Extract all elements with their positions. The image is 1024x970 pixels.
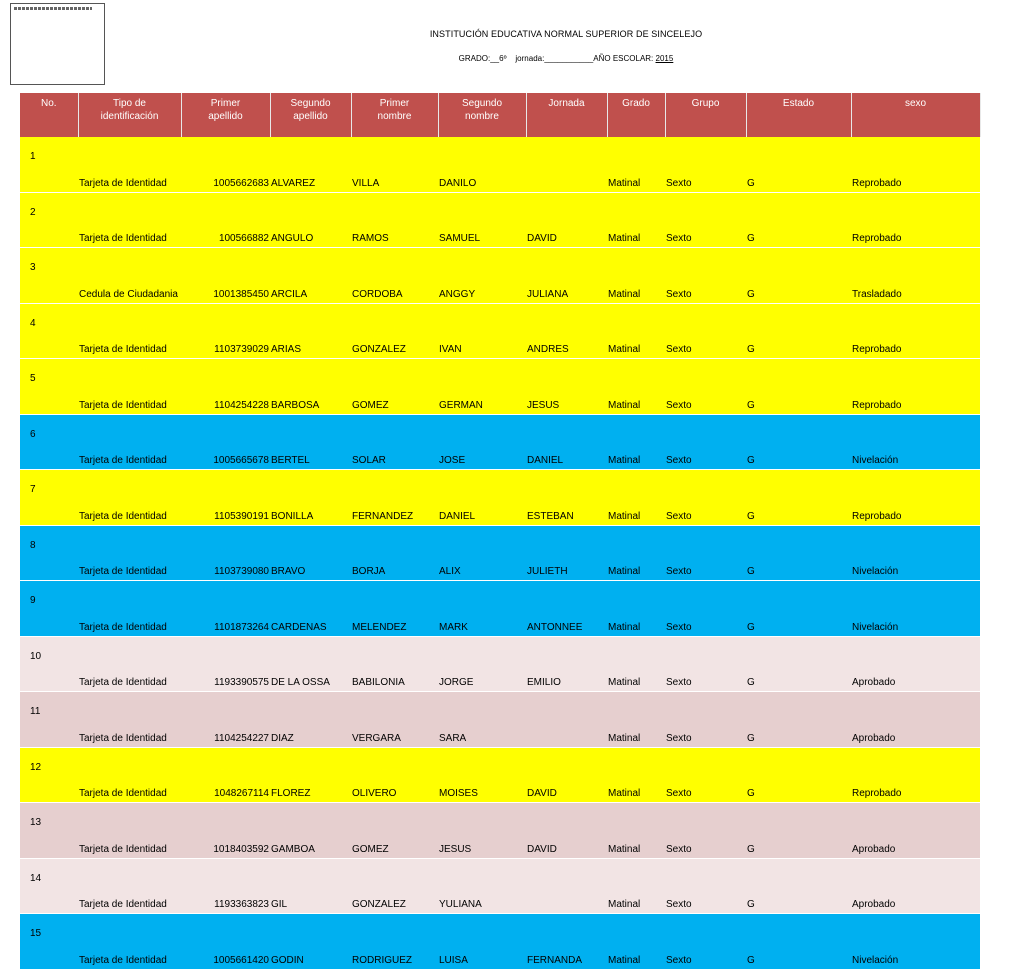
cell-primer-nombre: YULIANA [438,858,526,914]
table-row [20,581,980,637]
cell-primer-apellido: GODIN [270,914,351,970]
cell-documento: 1104254227 [181,692,270,748]
cell-jornada: Matinal [607,248,665,304]
cell-primer-apellido: BARBOSA [270,359,351,415]
cell-segundo-apellido: GOMEZ [351,803,438,859]
cell-jornada: Matinal [607,470,665,526]
cell-grado: Sexto [665,692,746,748]
col-header-primer-apellido: Primer apellido [181,93,270,137]
cell-grupo: G [746,803,851,859]
cell-documento: 1101873264 [181,581,270,637]
cell-segundo-apellido: CORDOBA [351,248,438,304]
cell-no: 11 [20,692,78,748]
cell-segundo-apellido: OLIVERO [351,747,438,803]
cell-segundo-nombre [526,137,607,192]
cell-documento: 1048267114 [181,747,270,803]
document-subtitle [360,54,772,63]
cell-estado: Aprobado [851,692,980,748]
table-row [20,303,980,359]
cell-no: 8 [20,525,78,581]
cell-tipo: Tarjeta de Identidad [78,303,181,359]
students-table [20,93,981,970]
cell-segundo-apellido: SOLAR [351,414,438,470]
cell-grupo: G [746,525,851,581]
cell-tipo: Tarjeta de Identidad [78,581,181,637]
cell-jornada: Matinal [607,303,665,359]
cell-no: 6 [20,414,78,470]
cell-tipo: Tarjeta de Identidad [78,525,181,581]
cell-grado: Sexto [665,137,746,192]
cell-estado: Reprobado [851,470,980,526]
cell-segundo-nombre: DAVID [526,803,607,859]
cell-segundo-apellido: BORJA [351,525,438,581]
cell-grado: Sexto [665,470,746,526]
cell-no: 9 [20,581,78,637]
cell-jornada: Matinal [607,692,665,748]
cell-estado: Aprobado [851,858,980,914]
cell-documento: 1005665678 [181,414,270,470]
table-row [20,248,980,304]
cell-grupo: G [746,303,851,359]
cell-tipo: Tarjeta de Identidad [78,858,181,914]
cell-primer-nombre: GERMAN [438,359,526,415]
cell-grupo: G [746,747,851,803]
table-header [20,93,980,137]
cell-documento: 1103739080 [181,525,270,581]
cell-grupo: G [746,248,851,304]
table-row [20,470,980,526]
year-value: 2015 [655,54,674,63]
cell-segundo-nombre [526,692,607,748]
cell-primer-apellido: BONILLA [270,470,351,526]
cell-estado: Reprobado [851,303,980,359]
cell-primer-apellido: CARDENAS [270,581,351,637]
cell-jornada: Matinal [607,414,665,470]
cell-estado: Nivelación [851,414,980,470]
cell-estado: Nivelación [851,914,980,970]
cell-segundo-apellido: FERNANDEZ [351,470,438,526]
cell-jornada: Matinal [607,581,665,637]
cell-segundo-apellido: GOMEZ [351,359,438,415]
col-header-no: No. [20,93,78,137]
cell-estado: Aprobado [851,636,980,692]
cell-primer-nombre: MARK [438,581,526,637]
cell-no: 1 [20,137,78,192]
col-header-jornada: Jornada [526,93,607,137]
cell-segundo-nombre: JULIETH [526,525,607,581]
cell-estado: Reprobado [851,747,980,803]
cell-grado: Sexto [665,248,746,304]
cell-segundo-nombre: JESUS [526,359,607,415]
table-row [20,525,980,581]
cell-documento: 1105390191 [181,470,270,526]
table-row [20,192,980,248]
cell-no: 13 [20,803,78,859]
cell-grado: Sexto [665,581,746,637]
cell-documento: 1193390575 [181,636,270,692]
cell-documento: 100566882 [181,192,270,248]
cell-segundo-nombre: EMILIO [526,636,607,692]
cell-jornada: Matinal [607,914,665,970]
cell-documento: 1005661420 [181,914,270,970]
col-header-tipo: Tipo de identificación [78,93,181,137]
cell-grado: Sexto [665,803,746,859]
col-header-sexo: sexo [851,93,980,137]
cell-grado: Sexto [665,525,746,581]
cell-grupo: G [746,470,851,526]
table-row [20,803,980,859]
cell-estado: Reprobado [851,192,980,248]
cell-grupo: G [746,858,851,914]
cell-grupo: G [746,581,851,637]
cell-no: 14 [20,858,78,914]
cell-segundo-nombre: ANDRES [526,303,607,359]
cell-jornada: Matinal [607,803,665,859]
cell-estado: Aprobado [851,803,980,859]
cell-documento: 1018403592 [181,803,270,859]
cell-primer-nombre: SARA [438,692,526,748]
table-body [20,137,980,969]
col-header-segundo-apellido: Segundo apellido [270,93,351,137]
cell-primer-apellido: GAMBOA [270,803,351,859]
cell-grado: Sexto [665,359,746,415]
col-header-grupo: Grupo [665,93,746,137]
cell-estado: Reprobado [851,137,980,192]
grado-value: __6º [490,54,507,63]
cell-primer-nombre: SAMUEL [438,192,526,248]
cell-jornada: Matinal [607,359,665,415]
cell-primer-apellido: DIAZ [270,692,351,748]
cell-jornada: Matinal [607,525,665,581]
cell-tipo: Tarjeta de Identidad [78,914,181,970]
cell-no: 10 [20,636,78,692]
col-header-segundo-nombre: Segundo nombre [438,93,526,137]
cell-primer-apellido: ANGULO [270,192,351,248]
cell-grupo: G [746,359,851,415]
table-row [20,858,980,914]
cell-primer-nombre: DANIEL [438,470,526,526]
cell-segundo-apellido: VERGARA [351,692,438,748]
cell-segundo-apellido: RODRIGUEZ [351,914,438,970]
table-row [20,414,980,470]
cell-segundo-nombre: ESTEBAN [526,470,607,526]
cell-documento: 1001385450 [181,248,270,304]
cell-no: 7 [20,470,78,526]
cell-primer-apellido: BRAVO [270,525,351,581]
col-header-estado: Estado [746,93,851,137]
table-row [20,747,980,803]
cell-grado: Sexto [665,858,746,914]
cell-primer-nombre: LUISA [438,914,526,970]
cell-grupo: G [746,137,851,192]
cell-grupo: G [746,414,851,470]
cell-primer-apellido: ARIAS [270,303,351,359]
cell-segundo-apellido: VILLA [351,137,438,192]
cell-documento: 1193363823 [181,858,270,914]
table-row [20,914,980,970]
cell-jornada: Matinal [607,747,665,803]
cell-segundo-nombre: DAVID [526,747,607,803]
cell-primer-apellido: BERTEL [270,414,351,470]
cell-segundo-nombre: DAVID [526,192,607,248]
institution-title: INSTITUCIÓN EDUCATIVA NORMAL SUPERIOR DE SINCELEJO [429,29,703,39]
col-header-grado: Grado [607,93,665,137]
cell-no: 5 [20,359,78,415]
table-row [20,636,980,692]
cell-documento: 1103739029 [181,303,270,359]
cell-tipo: Tarjeta de Identidad [78,692,181,748]
cell-no: 12 [20,747,78,803]
grado-label: GRADO: [458,54,491,63]
cell-primer-apellido: DE LA OSSA [270,636,351,692]
cell-grupo: G [746,692,851,748]
cell-tipo: Tarjeta de Identidad [78,747,181,803]
cell-primer-nombre: IVAN [438,303,526,359]
cell-tipo: Tarjeta de Identidad [78,636,181,692]
cell-grado: Sexto [665,192,746,248]
cell-estado: Nivelación [851,581,980,637]
cell-tipo: Tarjeta de Identidad [78,470,181,526]
cell-primer-apellido: FLOREZ [270,747,351,803]
cell-segundo-nombre: FERNANDA [526,914,607,970]
cell-primer-nombre: ALIX [438,525,526,581]
cell-no: 3 [20,248,78,304]
cell-segundo-apellido: BABILONIA [351,636,438,692]
cell-no: 2 [20,192,78,248]
cell-grado: Sexto [665,914,746,970]
cell-segundo-apellido: RAMOS [351,192,438,248]
table-row [20,692,980,748]
cell-no: 4 [20,303,78,359]
cell-primer-nombre: JOSE [438,414,526,470]
logo-caption-icon [14,7,92,10]
cell-no: 15 [20,914,78,970]
cell-tipo: Tarjeta de Identidad [78,137,181,192]
cell-primer-apellido: ARCILA [270,248,351,304]
cell-primer-apellido: GIL [270,858,351,914]
table-row [20,137,980,192]
cell-tipo: Cedula de Ciudadania [78,248,181,304]
cell-tipo: Tarjeta de Identidad [78,803,181,859]
cell-segundo-nombre: JULIANA [526,248,607,304]
cell-documento: 1005662683 [181,137,270,192]
cell-grupo: G [746,192,851,248]
cell-grado: Sexto [665,636,746,692]
cell-tipo: Tarjeta de Identidad [78,192,181,248]
cell-estado: Reprobado [851,359,980,415]
cell-segundo-apellido: GONZALEZ [351,303,438,359]
cell-primer-apellido: ALVAREZ [270,137,351,192]
cell-primer-nombre: ANGGY [438,248,526,304]
cell-jornada: Matinal [607,636,665,692]
cell-estado: Trasladado [851,248,980,304]
cell-primer-nombre: JESUS [438,803,526,859]
cell-jornada: Matinal [607,192,665,248]
cell-primer-nombre: JORGE [438,636,526,692]
cell-jornada: Matinal [607,137,665,192]
cell-grupo: G [746,914,851,970]
cell-segundo-nombre: ANTONNEE [526,581,607,637]
cell-primer-nombre: DANILO [438,137,526,192]
cell-grado: Sexto [665,303,746,359]
cell-documento: 1104254228 [181,359,270,415]
cell-segundo-nombre [526,858,607,914]
cell-segundo-nombre: DANIEL [526,414,607,470]
table-row [20,359,980,415]
cell-grupo: G [746,636,851,692]
cell-tipo: Tarjeta de Identidad [78,414,181,470]
jornada-label: jornada:___________ [515,54,594,63]
cell-primer-nombre: MOISES [438,747,526,803]
cell-estado: Nivelación [851,525,980,581]
col-header-primer-nombre: Primer nombre [351,93,438,137]
year-label: AÑO ESCOLAR: [593,54,654,63]
cell-tipo: Tarjeta de Identidad [78,359,181,415]
cell-grado: Sexto [665,747,746,803]
logo-placeholder [10,3,105,85]
cell-grado: Sexto [665,414,746,470]
cell-segundo-apellido: GONZALEZ [351,858,438,914]
cell-jornada: Matinal [607,858,665,914]
cell-segundo-apellido: MELENDEZ [351,581,438,637]
